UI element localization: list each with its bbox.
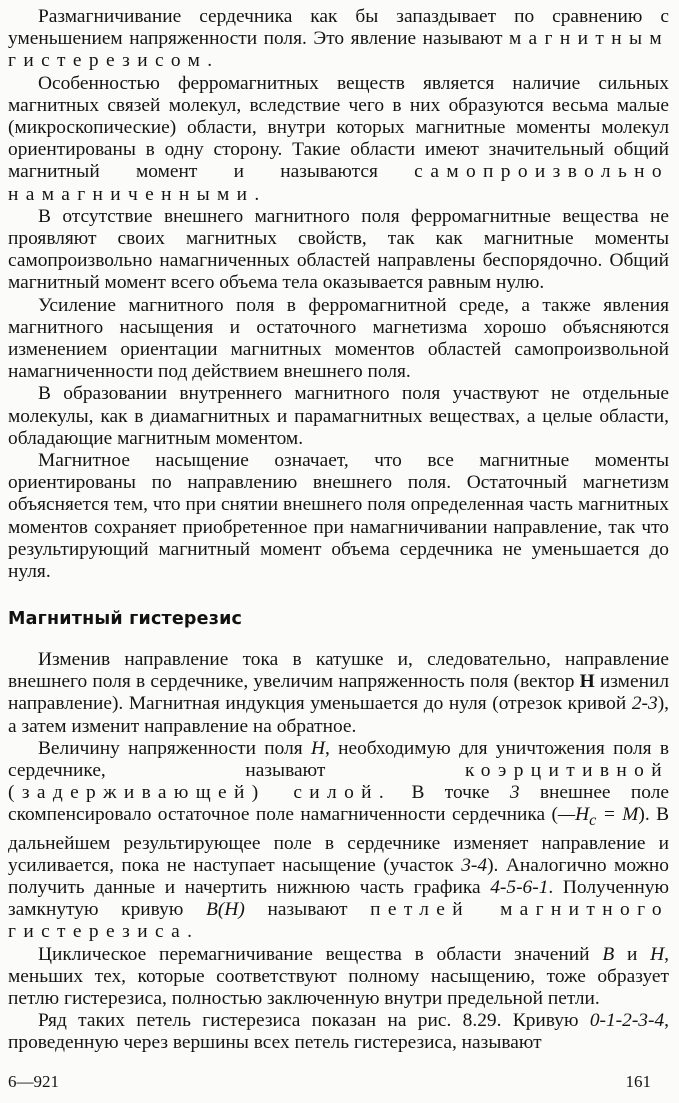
paragraph: Магнитное насыщение означает, что все магнитные моменты ориентированы по направлению внешнего поля. Остаточный магнетизм объясняется тем, что при снятии внешнего поля определенная часть магнитных моментов сохраняет приобретенное при намагничивании направление, так что результирующий магнитный момент объема сердечника не уменьшается до нуля. [8, 450, 669, 583]
spaced-term: магнитным гистерезисом. [8, 28, 669, 72]
paragraph: Ряд таких петель гистерезиса показан на рис. 8.29. Кривую 0-1-2-3-4, проведенную через вершины всех петель гистерезиса, называют [8, 1010, 669, 1054]
paragraph: Особенностью ферромагнитных веществ является наличие сильных магнитных связей молекул, вследствие чего в них образуются весьма малые (микроскопические) области, внутри которых магнитные моменты молекул ориентированы в одну сторону. Такие области имеют значительный общий магнитный момент и называются самопроизвольно намагниченными. [8, 72, 669, 205]
paragraph: В отсутствие внешнего магнитного поля ферромагнитные вещества не проявляют своих магнитных свойств, так как магнитные моменты самопроизвольно намагниченных областей направлены беспорядочно. Общий магнитный момент всего объема тела оказывается равным нулю. [8, 205, 669, 294]
spaced-term: петлей магнитного гистерезиса. [8, 899, 669, 943]
paragraph: Изменив направление тока в катушке и, следовательно, направление внешнего поля в сердечнике, увеличим напряженность поля (вектор H изменил направление). Магнитная индукция уменьшается до нуля (отрезок кривой 2-3), а затем изменит направление на обратное. [8, 649, 669, 737]
paragraph: Величину напряженности поля H, необходимую для уничтожения поля в сердечнике, называют коэрцитивной (задерживающей) силой. В точке 3 внешнее поле скомпенсировало остаточное поле намагниченности сердечника $(—H_c = M)$. В дальнейшем результирующее поле в сердечнике изменяет направление и усиливается, пока не наступает насыщение (участок 3-4). Аналогично можно получить данные и начертить нижнюю часть графика 4-5-6-1. Полученную замкнутую кривую B(H) называют петлей магнитного гистерезиса. [8, 737, 670, 943]
signature-mark: 6—921 [8, 1072, 59, 1091]
paragraph: Размагничивание сердечника как бы запаздывает по сравнению с уменьшением напряженности поля. Это явление называют магнитным гистерезисом. [8, 6, 669, 72]
paragraph: Усиление магнитного поля в ферромагнитной среде, а также явления магнитного насыщения и остаточного магнетизма хорошо объясняются изменением ориентации магнитных моментов областей самопроизвольной намагниченности под действием внешнего поля. [8, 294, 669, 383]
text-block-intro [8, 6, 669, 583]
section-title: Магнитный гистерезис [8, 609, 243, 629]
vector-symbol: H [579, 671, 595, 693]
paragraph: Циклическое перемагничивание вещества в области значений B и H, меньших тех, которые соответствуют полному насыщению, тоже образует петлю гистерезиса, полностью заключенную внутри предельной петли. [8, 943, 669, 1009]
spaced-term: самопроизвольно намагниченными. [8, 161, 669, 205]
paragraph: В образовании внутреннего магнитного поля участвуют не отдельные молекулы, как в диамагнитных и парамагнитных веществах, а целые области, обладающие магнитным моментом. [8, 383, 669, 449]
page-number: 161 [625, 1072, 651, 1091]
spaced-term: коэрцитивной (задерживающей) силой. [8, 760, 669, 804]
text-block-hysteresis [8, 649, 669, 1055]
formula: $—H_c = M$ [557, 804, 639, 830]
